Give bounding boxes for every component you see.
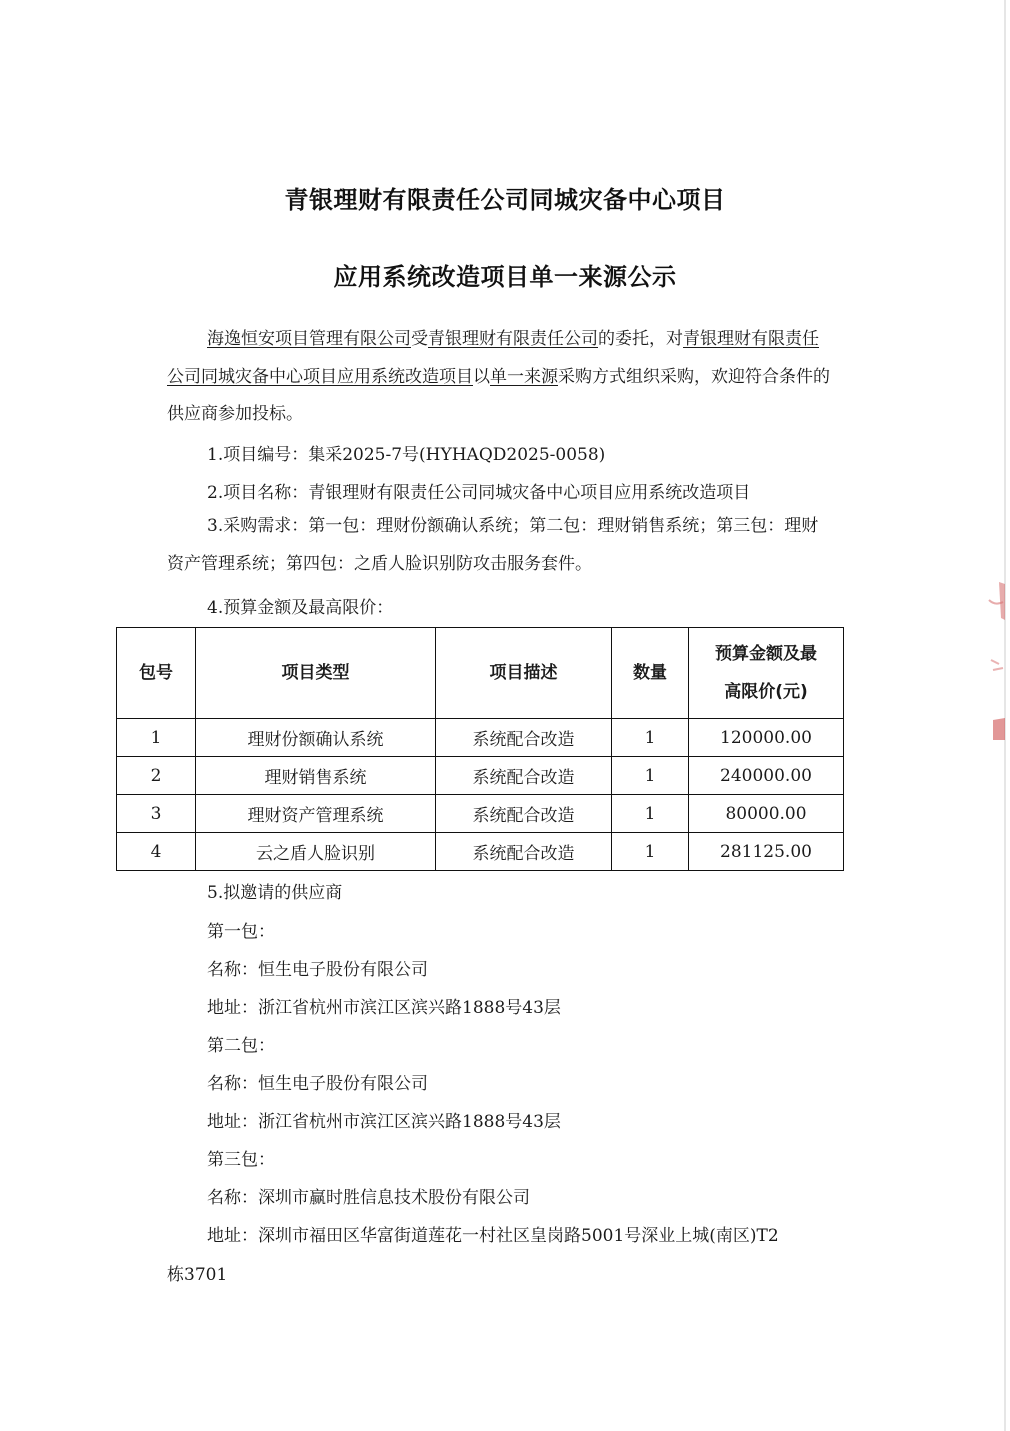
project-name: 青银理财有限责任公司同城灾备中心项目应用系统改造项目: [167, 329, 819, 387]
intro-paragraph: [167, 321, 832, 434]
cell-desc: 系统配合改造: [436, 719, 612, 757]
header-budget: [689, 628, 844, 719]
cell-type: 理财资产管理系统: [196, 795, 436, 833]
cell-budget: 281125.00: [689, 833, 844, 871]
cell-qty: 1: [612, 795, 689, 833]
intro-text-1: 受: [411, 329, 428, 349]
cell-desc: 系统配合改造: [436, 795, 612, 833]
cell-package: 4: [117, 833, 196, 871]
project-name-line: 2.项目名称：青银理财有限责任公司同城灾备中心项目应用系统改造项目: [207, 483, 751, 503]
header-qty: 数量: [612, 628, 689, 719]
package-1-supplier-name: 名称：恒生电子股份有限公司: [207, 960, 428, 980]
intro-text-4: 采购方式组织采购，欢迎符合条件的供应商参加投标。: [167, 366, 830, 424]
cell-package: 1: [117, 719, 196, 757]
package-3-supplier-address-cont: 栋3701: [167, 1265, 228, 1285]
header-budget-line1: 预算金额及最: [715, 644, 817, 664]
page-title: 青银理财有限责任公司同城灾备中心项目: [284, 186, 726, 214]
header-desc: 项目描述: [436, 628, 612, 719]
agent-name: 海逸恒安项目管理有限公司: [207, 329, 411, 349]
cell-type: 理财销售系统: [196, 757, 436, 795]
table-row: [117, 719, 844, 757]
cell-package: 3: [117, 795, 196, 833]
suppliers-heading: 5.拟邀请的供应商: [207, 883, 343, 903]
cell-budget: 80000.00: [689, 795, 844, 833]
cell-budget: 240000.00: [689, 757, 844, 795]
cell-qty: 1: [612, 833, 689, 871]
cell-desc: 系统配合改造: [436, 757, 612, 795]
package-3-supplier-name: 名称：深圳市赢时胜信息技术股份有限公司: [207, 1188, 530, 1208]
intro-text-3: 以: [473, 366, 490, 387]
page-subtitle: 应用系统改造项目单一来源公示: [333, 263, 677, 291]
procurement-requirements: 3.采购需求：第一包：理财份额确认系统；第二包：理财销售系统；第三包：理财资产管理系统；第四包：之盾人脸识别防攻击服务套件。: [167, 516, 819, 574]
project-number: 1.项目编号：集采2025-7号(HYHAQD2025-0058): [207, 445, 606, 465]
intro-text-2: 的委托，对: [598, 329, 683, 349]
package-1-label: 第一包：: [207, 922, 275, 942]
header-package: 包号: [117, 628, 196, 719]
header-type: 项目类型: [196, 628, 436, 719]
table-header-row: [117, 628, 844, 719]
procurement-method: 单一来源: [490, 366, 558, 387]
table-row: [117, 757, 844, 795]
package-2-supplier-name: 名称：恒生电子股份有限公司: [207, 1074, 428, 1094]
table-row: [117, 795, 844, 833]
table-row: [117, 833, 844, 871]
cell-qty: 1: [612, 719, 689, 757]
package-2-supplier-address: 地址：浙江省杭州市滨江区滨兴路1888号43层: [207, 1112, 561, 1132]
header-budget-line2: 高限价(元): [724, 682, 808, 702]
package-2-label: 第二包：: [207, 1036, 275, 1056]
cell-package: 2: [117, 757, 196, 795]
cell-qty: 1: [612, 757, 689, 795]
budget-heading: 4.预算金额及最高限价：: [207, 598, 394, 618]
budget-table: [116, 627, 844, 871]
package-3-label: 第三包：: [207, 1150, 275, 1170]
cell-type: 云之盾人脸识别: [196, 833, 436, 871]
client-name: 青银理财有限责任公司: [428, 329, 598, 349]
cell-desc: 系统配合改造: [436, 833, 612, 871]
seal-stamp-icon: [985, 580, 1007, 740]
package-1-supplier-address: 地址：浙江省杭州市滨江区滨兴路1888号43层: [207, 998, 561, 1018]
cell-type: 理财份额确认系统: [196, 719, 436, 757]
cell-budget: 120000.00: [689, 719, 844, 757]
seal-stamp-fragment: [985, 580, 1007, 744]
package-3-supplier-address: 地址：深圳市福田区华富街道莲花一村社区皇岗路5001号深业上城(南区)T2: [207, 1226, 779, 1246]
